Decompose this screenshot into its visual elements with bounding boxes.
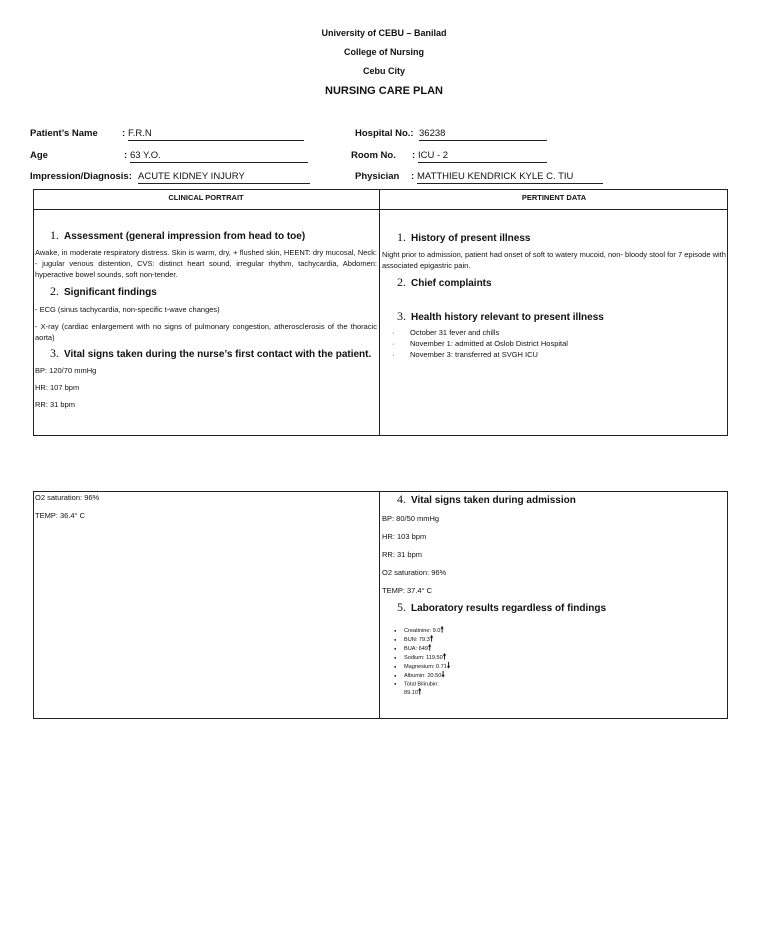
list-item: · November 3: transferred at SVGH ICU <box>392 349 726 360</box>
lab-value: BUN: 79.3 <box>404 637 430 643</box>
room-no-label: Room No. <box>351 150 396 161</box>
lab-result-total-bilirubin-value <box>394 688 726 697</box>
list-item: · October 31 fever and chills <box>392 327 726 338</box>
age-label: Age <box>30 150 48 161</box>
clinical-portrait-cell <box>35 230 377 410</box>
list-item: · November 1: admitted at Oslob District Hospital <box>392 338 726 349</box>
health-history-title: Health history relevant to present illness <box>411 312 604 323</box>
first-contact-hr: HR: 107 bpm <box>35 383 80 392</box>
admission-temp: TEMP: 37.4° C <box>382 586 433 595</box>
first-contact-number: 3. <box>50 346 59 360</box>
hospital-no-label: Hospital No.: <box>355 128 414 139</box>
history-title: History of present illness <box>411 233 531 244</box>
health-history-heading <box>382 311 726 323</box>
lab-results-list <box>382 626 726 697</box>
admission-number: 4. <box>397 492 406 506</box>
assessment-text: Awake, in moderate respiratory distress. Skin is warm, dry, + flushed skin, HEENT: dry mucosal, Neck: - jugular venous distention, CVS: distinct heart sound, irregular rhythm, tachycardia, Abdomen: hyperactive bowel sounds, soft non-tender. <box>35 248 377 279</box>
table-column-divider <box>379 189 380 436</box>
health-history-number: 3. <box>397 309 406 323</box>
admission-rr: RR: 31 bpm <box>382 550 423 559</box>
arrow-up-icon: 🠕 <box>429 634 434 643</box>
admission-o2: O2 saturation: 96% <box>382 568 447 577</box>
diagnosis-label: Impression/Diagnosis: <box>30 171 132 182</box>
age-value: 63 Y.O. <box>130 150 308 163</box>
assessment-number: 1. <box>50 228 59 242</box>
lab-value: 89.10 <box>404 690 418 697</box>
arrow-down-icon: 🠗 <box>446 661 451 670</box>
chief-complaints-heading <box>382 277 726 289</box>
first-contact-bp: BP: 120/70 mmHg <box>35 366 97 375</box>
first-contact-o2: O2 saturation: 96% <box>35 493 100 502</box>
assessment-heading <box>35 230 377 242</box>
lab-value: Sodium: 119.50 <box>404 655 443 661</box>
diagnosis-value: ACUTE KIDNEY INJURY <box>138 171 310 184</box>
arrow-up-icon: 🠕 <box>440 625 444 634</box>
clinical-portrait-cell-continued <box>35 492 377 521</box>
pertinent-data-header: PERTINENT DATA <box>521 193 587 202</box>
lab-result-total-bilirubin <box>394 680 726 688</box>
lab-value: BUA: 649 <box>404 646 428 652</box>
lab-value: Total Bilirubin: <box>404 681 439 688</box>
physician-colon: : <box>411 171 415 182</box>
arrow-up-icon: 🠕 <box>427 643 432 652</box>
physician-label: Physician <box>355 171 400 182</box>
history-number: 1. <box>397 230 406 244</box>
lab-value: Creatinine: 9.0 <box>404 628 441 634</box>
lab-result-albumin <box>394 671 726 680</box>
lab-result-creatinine <box>394 626 726 635</box>
lab-value: Magnesium: 0.71 <box>404 664 447 670</box>
physician-value: MATTHIEU KENDRICK KYLE C. TIU <box>417 171 603 184</box>
arrow-up-icon: 🠕 <box>418 687 422 697</box>
findings-heading <box>35 286 377 298</box>
table-2-column-divider <box>379 491 380 719</box>
first-contact-vitals-heading <box>35 348 377 360</box>
chief-title: Chief complaints <box>411 278 492 289</box>
college-name: College of Nursing <box>343 47 424 57</box>
arrow-down-icon: 🠗 <box>441 670 445 679</box>
admission-title: Vital signs taken during admission <box>411 495 576 506</box>
history-heading <box>382 232 726 244</box>
pertinent-data-cell-continued <box>382 494 726 697</box>
room-no-colon: : <box>412 150 416 161</box>
table-header-divider <box>33 209 728 210</box>
admission-hr: HR: 103 bpm <box>382 532 427 541</box>
patient-name-value: F.R.N <box>128 128 304 141</box>
hospital-no-value: 36238 <box>419 128 547 141</box>
chief-number: 2. <box>397 275 406 289</box>
admission-bp: BP: 80/50 mmHg <box>382 514 440 523</box>
pertinent-data-cell <box>382 232 726 360</box>
labs-number: 5. <box>397 600 406 614</box>
patient-name-label: Patient’s Name <box>30 128 98 139</box>
lab-result-sodium <box>394 653 726 662</box>
lab-result-bun <box>394 635 726 644</box>
labs-title: Laboratory results regardless of findings <box>411 603 607 614</box>
clinical-portrait-header: CLINICAL PORTRAIT <box>168 193 244 202</box>
finding-xray: - X-ray (cardiac enlargement with no signs of pulmonary congestion, atherosclerosis of the thoracic aorta) <box>35 322 377 342</box>
admission-vitals-heading <box>382 494 726 506</box>
findings-title: Significant findings <box>64 287 157 298</box>
labs-heading <box>382 602 726 614</box>
age-colon: : <box>124 150 128 161</box>
health-history-list <box>382 327 726 360</box>
first-contact-rr: RR: 31 bpm <box>35 400 76 409</box>
arrow-up-icon: 🠕 <box>442 652 447 661</box>
assessment-title: Assessment (general impression from head to toe) <box>64 231 306 242</box>
lab-value: Albumin: 20.50 <box>404 673 442 679</box>
findings-number: 2. <box>50 284 59 298</box>
room-no-value: ICU - 2 <box>418 150 547 163</box>
history-text: Night prior to admission, patient had onset of soft to watery mucoid, non- bloody stool for 7 episode with associated epigastric pain. <box>382 250 726 270</box>
first-contact-temp: TEMP: 36.4° C <box>35 511 86 520</box>
finding-ecg: - ECG (sinus tachycardia, non-specific t-wave changes) <box>35 305 220 314</box>
first-contact-title: Vital signs taken during the nurse’s first contact with the patient. <box>64 349 372 360</box>
university-name: University of CEBU – Banilad <box>321 28 447 38</box>
city-name: Cebu City <box>362 66 405 76</box>
page-title: NURSING CARE PLAN <box>325 85 443 97</box>
patient-name-colon: : <box>122 128 126 139</box>
